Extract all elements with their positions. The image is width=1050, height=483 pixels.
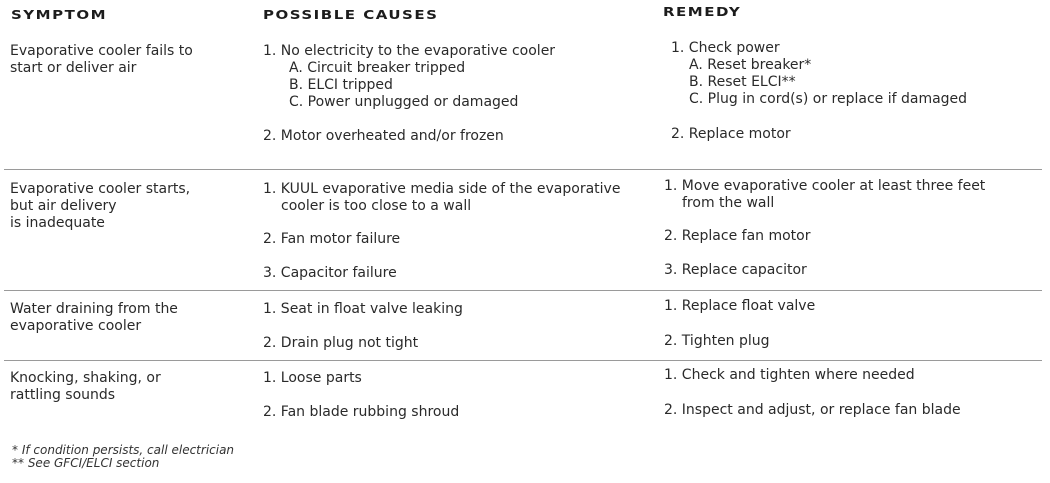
remedy-subitem: A. Reset breaker* (689, 57, 812, 73)
remedy-cell (671, 40, 1050, 143)
cause-item-continued: cooler is too close to a wall (281, 198, 472, 214)
symptom-line: Evaporative cooler fails to (10, 43, 193, 59)
symptom-line: Evaporative cooler starts, (10, 181, 191, 197)
cause-subitem: C. Power unplugged or damaged (289, 94, 519, 110)
symptom-line: is inadequate (10, 215, 105, 231)
symptom-cell (10, 43, 240, 77)
cause-item: 1. KUUL evaporative media side of the evaporative (263, 181, 621, 197)
remedy-item: 1. Move evaporative cooler at least three feet (664, 178, 986, 194)
cause-item: 2. Motor overheated and/or frozen (263, 128, 504, 144)
cause-item: 2. Fan motor failure (263, 231, 401, 247)
remedy-item: 1. Check power (671, 40, 780, 56)
remedy-item: 2. Inspect and adjust, or replace fan blade (664, 402, 961, 418)
causes-cell (263, 301, 653, 352)
causes-cell (263, 370, 653, 421)
remedy-cell (664, 367, 1044, 419)
symptom-line: Knocking, shaking, or (10, 370, 161, 386)
cause-subitem: A. Circuit breaker tripped (289, 60, 466, 76)
causes-cell (263, 43, 653, 145)
row-divider (4, 290, 1042, 291)
cause-item: 2. Fan blade rubbing shroud (263, 404, 460, 420)
row-divider (4, 360, 1042, 361)
cause-item: 1. No electricity to the evaporative cooler (263, 43, 556, 59)
remedy-subitem: B. Reset ELCI** (689, 74, 796, 90)
remedy-item: 1. Check and tighten where needed (664, 367, 915, 383)
cause-item: 1. Seat in float valve leaking (263, 301, 463, 317)
cause-item: 3. Capacitor failure (263, 265, 397, 281)
remedy-item: 2. Replace motor (671, 126, 791, 142)
remedy-item: 1. Replace float valve (664, 298, 816, 314)
row-divider (4, 169, 1042, 170)
symptom-line: rattling sounds (10, 387, 116, 403)
footnote: ** See GFCI/ELCI section (12, 456, 160, 470)
cause-item: 1. Loose parts (263, 370, 362, 386)
causes-cell (263, 181, 653, 282)
symptom-cell (10, 181, 240, 232)
symptom-line: evaporative cooler (10, 318, 142, 334)
header-possible-causes: POSSIBLE CAUSES (263, 7, 439, 23)
header-remedy: REMEDY (663, 4, 742, 20)
remedy-item: 3. Replace capacitor (664, 262, 807, 278)
footnote: * If condition persists, call electrician (12, 443, 235, 457)
remedy-subitem: C. Plug in cord(s) or replace if damaged (689, 91, 968, 107)
cause-subitem: B. ELCI tripped (289, 77, 393, 93)
cause-item: 2. Drain plug not tight (263, 335, 419, 351)
symptom-cell (10, 370, 240, 404)
remedy-cell (664, 178, 1044, 279)
header-symptom: SYMPTOM (11, 7, 107, 23)
symptom-line: but air delivery (10, 198, 117, 214)
remedy-item: 2. Tighten plug (664, 333, 770, 349)
symptom-line: Water draining from the (10, 301, 178, 317)
remedy-item-continued: from the wall (682, 195, 775, 211)
symptom-line: start or deliver air (10, 60, 137, 76)
symptom-cell (10, 301, 240, 335)
remedy-item: 2. Replace fan motor (664, 228, 811, 244)
remedy-cell (664, 298, 1044, 350)
